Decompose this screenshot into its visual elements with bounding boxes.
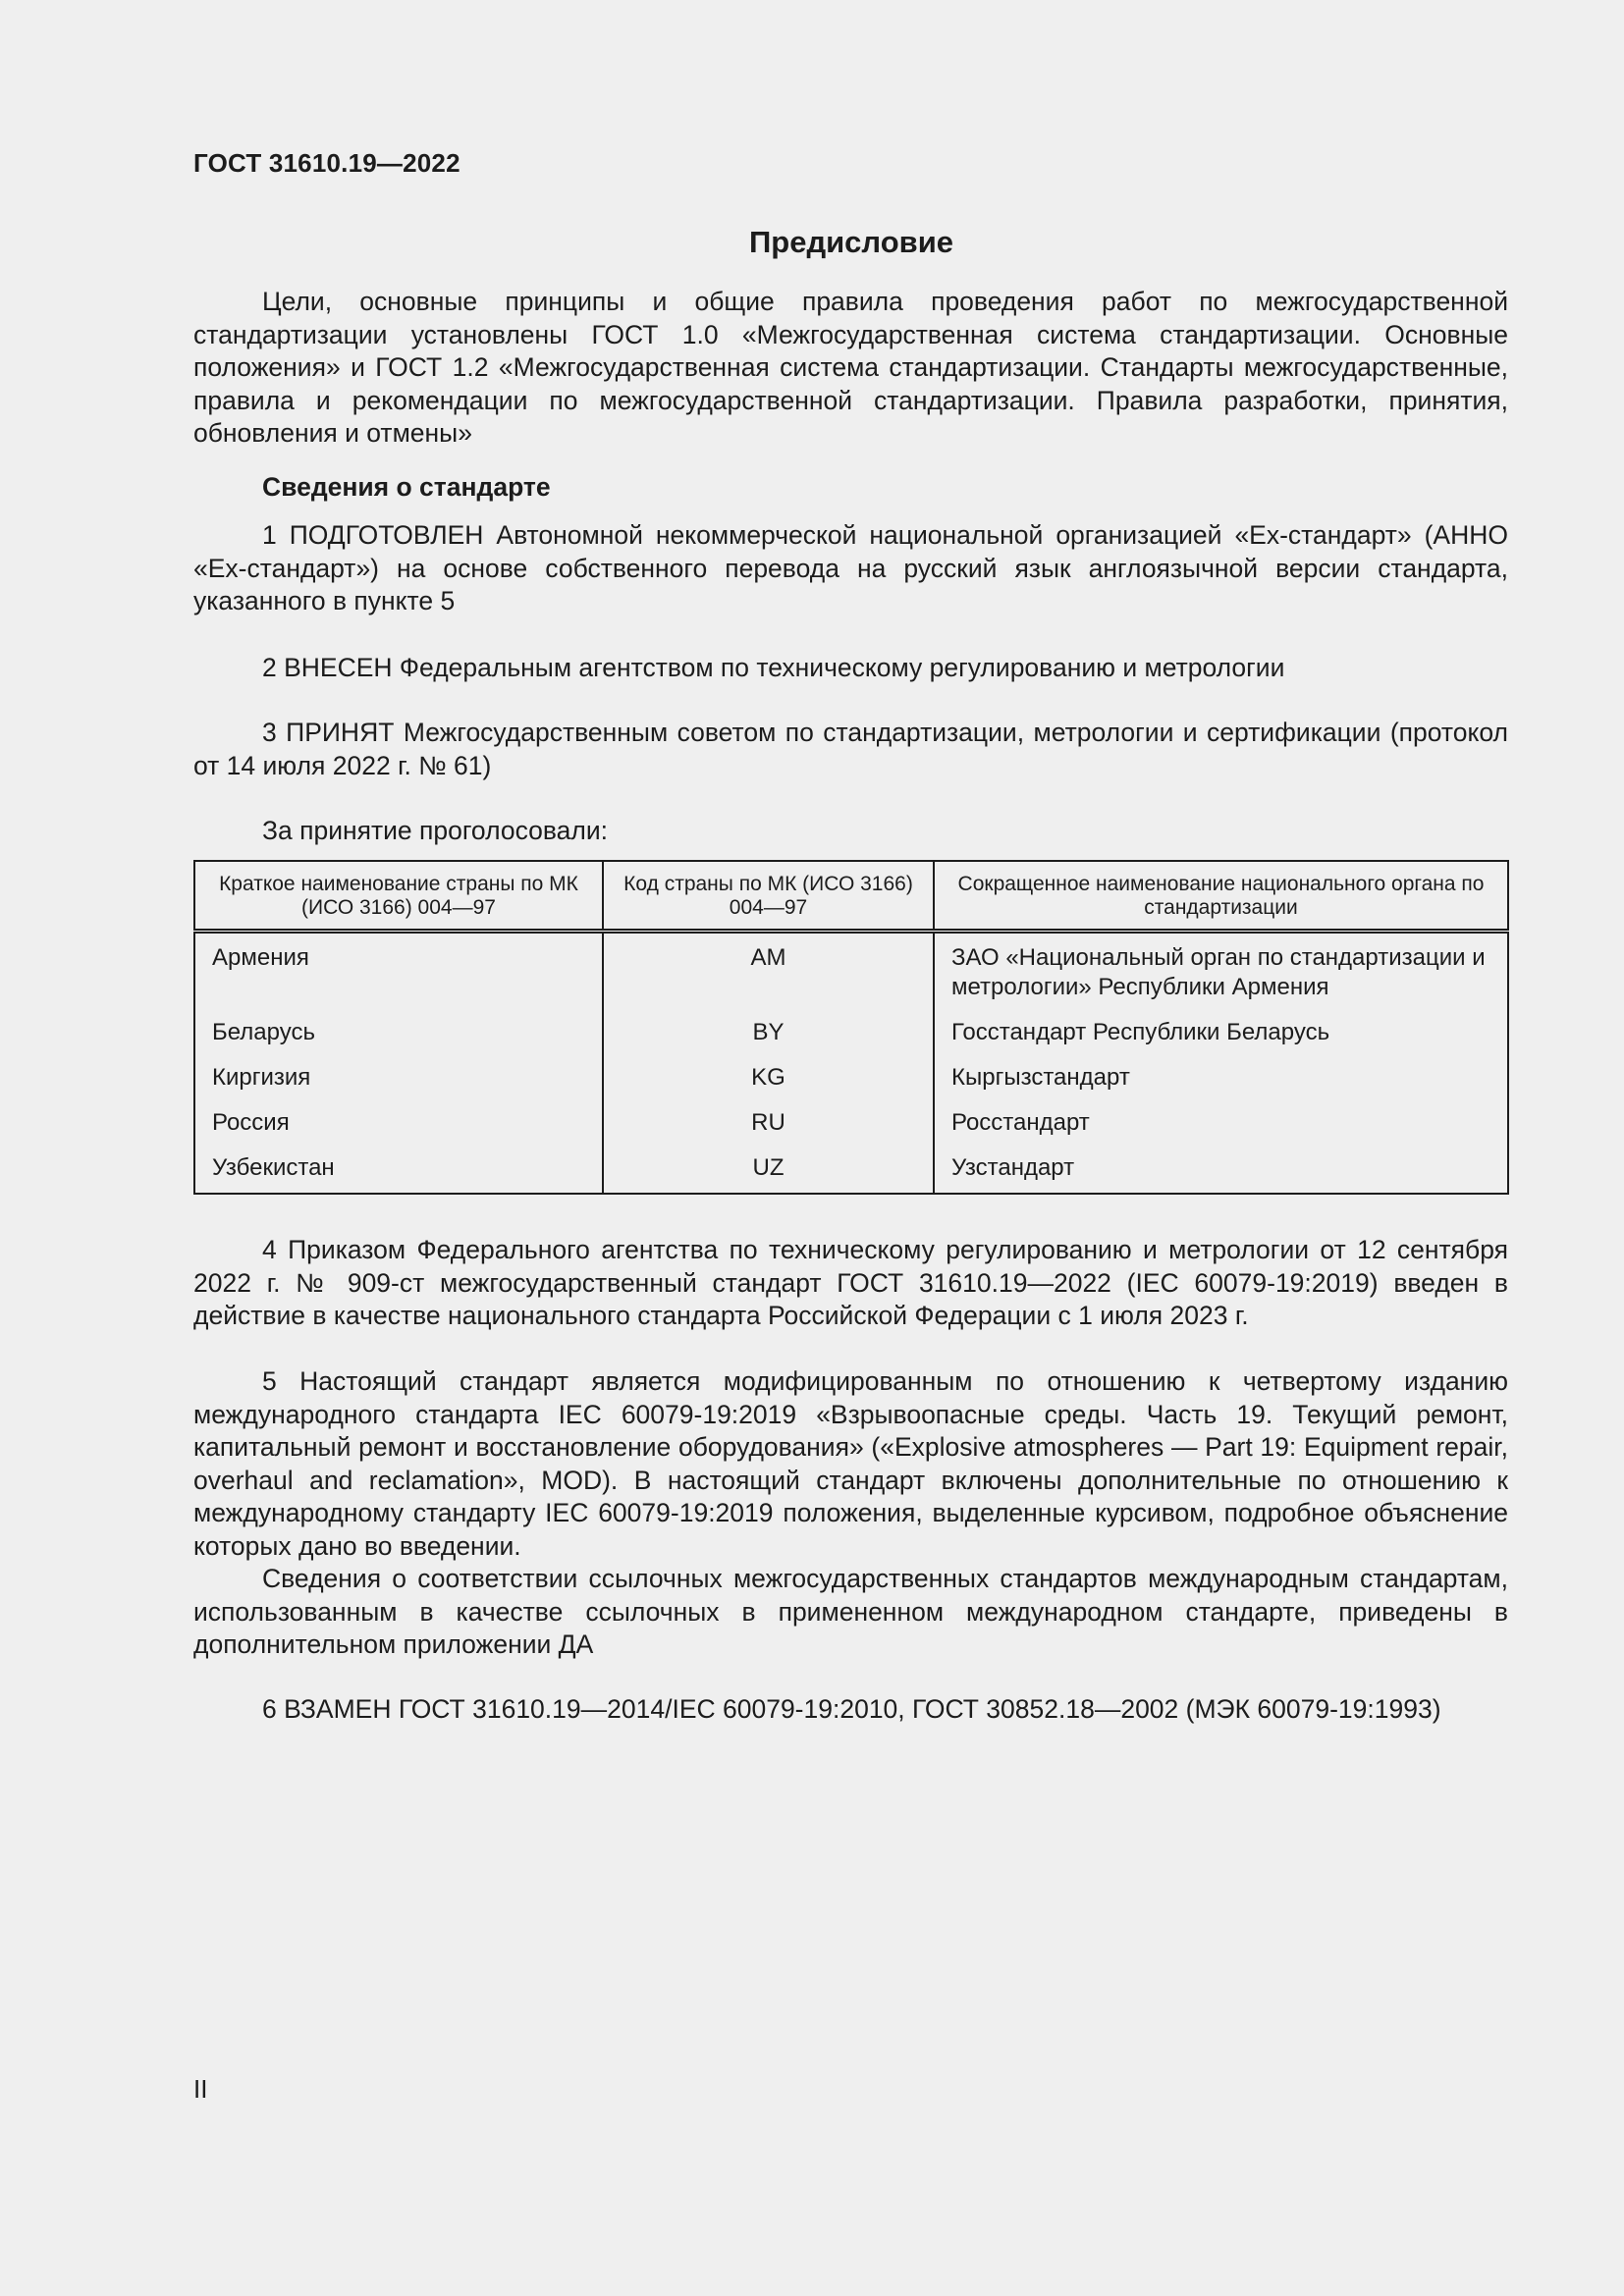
standards-body: Госстандарт Республики Беларусь (934, 1002, 1508, 1047)
item-3-paragraph: 3 ПРИНЯТ Межгосударственным советом по стандартизации, метрологии и сертификации (протокол от 14 июля 2022 г. № 61) (193, 718, 1508, 780)
standards-body: Росстандарт (934, 1093, 1508, 1138)
standards-body: ЗАО «Национальный орган по стандартизации и метрологии» Республики Армения (934, 932, 1508, 1003)
country-name: Беларусь (212, 1019, 315, 1045)
page-number: II (193, 2074, 208, 2104)
voting-countries-table (193, 860, 1509, 1195)
item-5-references-paragraph: Сведения о соответствии ссылочных межгосударственных стандартов международным стандартам, использованным в качестве ссылочных в примененном международном стандарте, приведены в дополнительном приложении ДА (193, 1564, 1508, 1659)
table-row (194, 1138, 1508, 1194)
table-row (194, 1093, 1508, 1138)
country-code: UZ (603, 1138, 934, 1194)
country-code: KG (603, 1047, 934, 1093)
table-row (194, 1047, 1508, 1093)
table-header-code: Код страны по МК (ИСО 3166) 004—97 (603, 861, 934, 932)
item-4-paragraph: 4 Приказом Федерального агентства по техническому регулированию и метрологии от 12 сентября 2022 г. № 909-ст межгосударственный стандарт ГОСТ 31610.19—2022 (IEC 60079-19:2019) введен в действие в качестве национального стандарта Российской Федерации с 1 июля 2023 г. (193, 1235, 1508, 1330)
item-2-paragraph: 2 ВНЕСЕН Федеральным агентством по техническому регулированию и метрологии (262, 653, 1285, 682)
table-header-row (194, 861, 1508, 932)
page-title: Предисловие (748, 225, 953, 259)
table-row (194, 1002, 1508, 1047)
item-6-paragraph: 6 ВЗАМЕН ГОСТ 31610.19—2014/IEC 60079-19:2010, ГОСТ 30852.18—2002 (МЭК 60079-19:1993) (262, 1694, 1441, 1724)
country-name: Россия (212, 1109, 290, 1136)
table-header-body: Сокращенное наименование национального органа по стандартизации (934, 861, 1508, 932)
country-name: Киргизия (212, 1064, 311, 1091)
table-header-country: Краткое наименование страны по МК (ИСО 3166) 004—97 (194, 861, 603, 932)
country-code: AM (603, 932, 934, 1003)
standards-body: Кыргызстандарт (934, 1047, 1508, 1093)
intro-paragraph: Цели, основные принципы и общие правила проведения работ по межгосударственной стандартизации установлены ГОСТ 1.0 «Межгосударственная система стандартизации. Основные положения» и ГОСТ 1.2 «Межгосударственная система стандартизации. Стандарты межгосударственные, правила и рекомендации по межгосударственной стандартизации. Правила разработки, принятия, обновления и отмены» (193, 287, 1508, 448)
document-id: ГОСТ 31610.19—2022 (193, 148, 460, 178)
country-code: BY (603, 1002, 934, 1047)
standards-body: Узстандарт (934, 1138, 1508, 1194)
item-1-paragraph: 1 ПОДГОТОВЛЕН Автономной некоммерческой национальной организацией «Ех-стандарт» (АННО «Ех-стандарт») на основе собственного перевода на русский язык англоязычной версии стандарта, указанного в пункте 5 (193, 520, 1508, 615)
item-5-paragraph: 5 Настоящий стандарт является модифицированным по отношению к четвертому изданию международного стандарта IEC 60079-19:2019 «Взрывоопасные среды. Часть 19. Текущий ремонт, капитальный ремонт и восстановление оборудования» («Explosive atmospheres — Part 19: Equipment repair, overhaul and reclamation», MOD). В настоящий стандарт включены дополнительные по отношению к международному стандарту IEC 60079-19:2019 положения, выделенные курсивом, подробное объяснение которых дано во введении. (193, 1366, 1508, 1561)
country-name: Армения (212, 944, 309, 971)
section-subheading: Сведения о стандарте (262, 472, 551, 502)
table-row (194, 932, 1508, 1003)
country-name: Узбекистан (212, 1154, 335, 1181)
country-code: RU (603, 1093, 934, 1138)
votes-label: За принятие проголосовали: (262, 816, 609, 845)
